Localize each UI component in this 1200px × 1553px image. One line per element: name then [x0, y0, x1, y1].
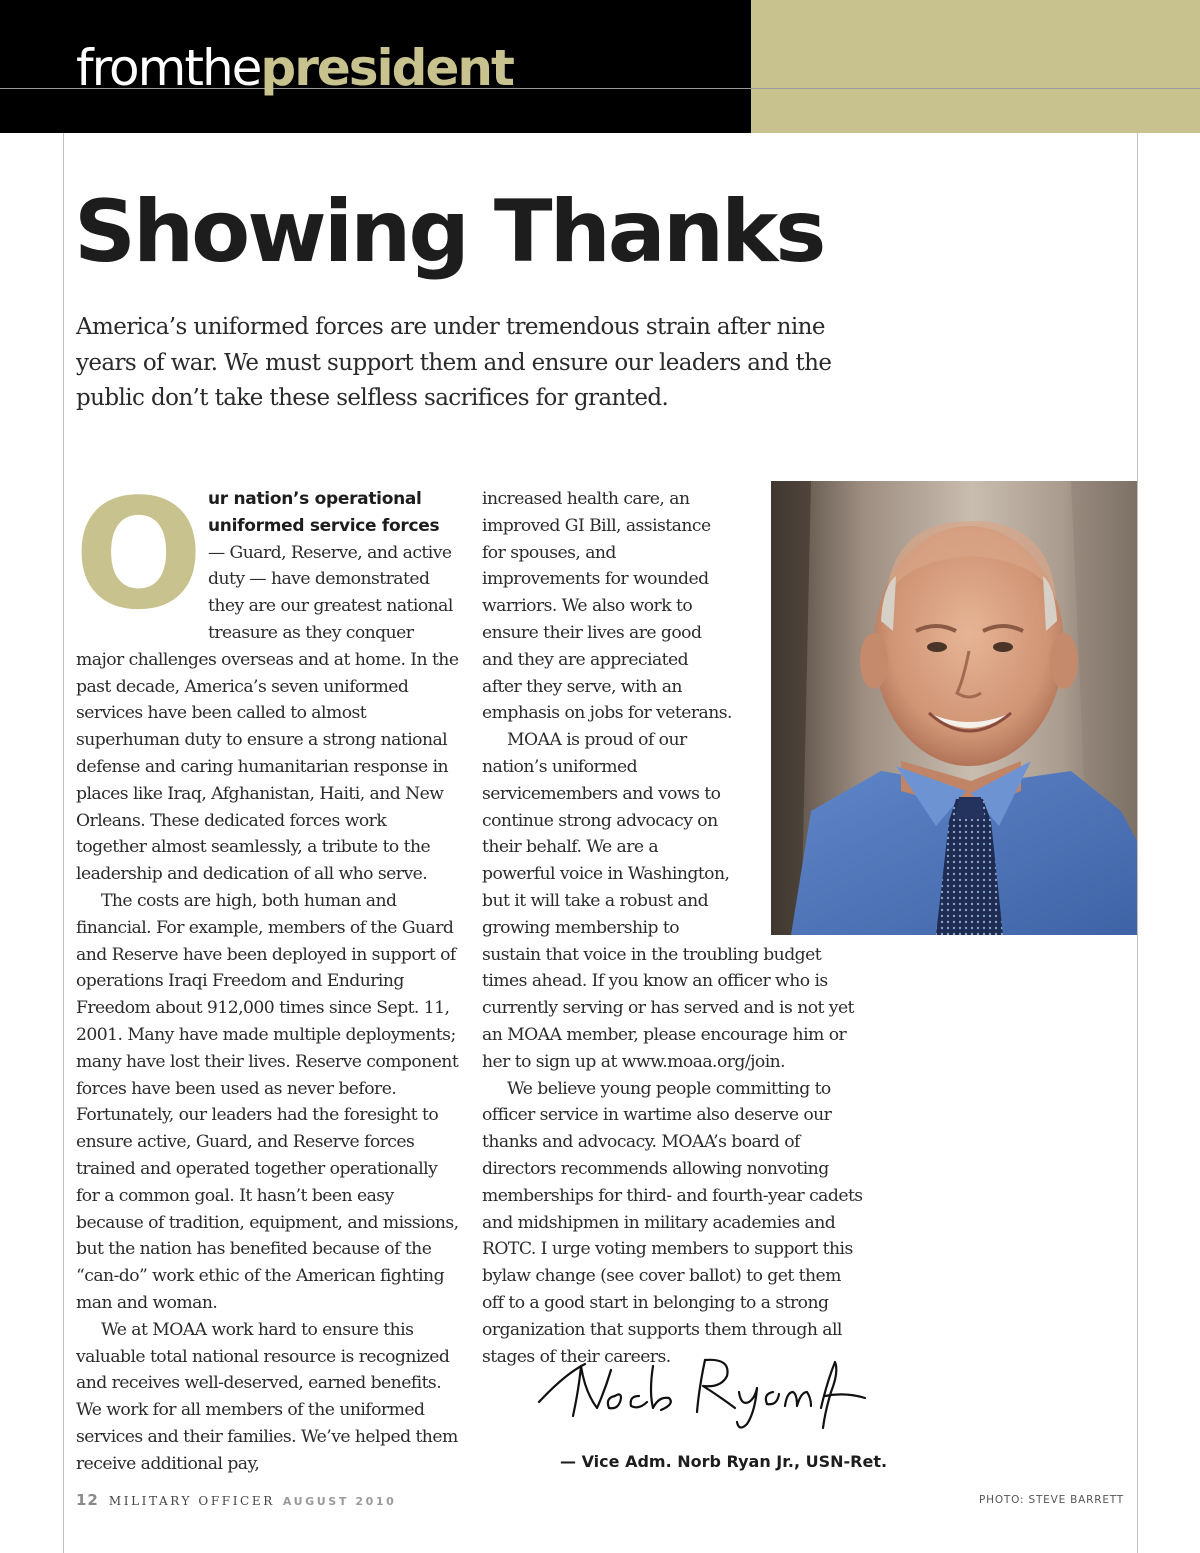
headline: Showing Thanks — [74, 182, 824, 282]
paragraph-text: — Guard, Reserve, and active duty — have demonstrated they are our greatest national treasure as they conquer major challenges overseas and at home. In the past decade, America’s seven uniformed services have been called to almost superhuman duty to ensure a strong national defense and caring humanitarian response in places like Iraq, Afghanistan, Haiti, and New Orleans. These dedicated forces work together almost seamlessly, a tribute to the leadership and dedication of all who serve. — [76, 542, 459, 885]
section-title-bold: president — [260, 39, 513, 97]
byline: — Vice Adm. Norb Ryan Jr., USN-Ret. — [560, 1452, 888, 1471]
magazine-name: MILITARY OFFICER — [108, 1494, 275, 1508]
section-title-light: fromthe — [76, 39, 261, 97]
paragraph: increased health care, an improved GI Bill, assistance for spouses, and improvements for wounded warriors. We also work to ensure their lives are good and they are appreciated after they serve, with an emphasis on jobs for veterans. — [482, 489, 732, 724]
paragraph: We believe young people committing to officer service in wartime also deserve our thanks and advocacy. MOAA’s board of directors recommends allowing nonvoting memberships for third- and fourth-year cadets and midshipmen in military academies and ROTC. I urge voting members to support this bylaw change (see cover ballot) to get them off to a good start in belonging to a strong organization that supports them through all stages of their careers. — [482, 1078, 863, 1367]
issue-date: AUGUST 2010 — [282, 1495, 397, 1508]
article-column-left — [74, 466, 460, 1477]
lead-in: ur nation’s operational uniformed service forces — [208, 489, 440, 536]
page-folio — [76, 1491, 396, 1509]
author-photo — [771, 481, 1137, 935]
deck: America’s uniformed forces are under tremendous strain after nine years of war. We must support them and ensure our leaders and the public don’t take these selfless sacrifices for granted. — [76, 314, 832, 411]
page-frame-left — [63, 133, 64, 1553]
section-title — [76, 36, 513, 100]
photo-credit: PHOTO: STEVE BARRETT — [979, 1494, 1124, 1506]
signature — [535, 1352, 870, 1432]
paragraph: The costs are high, both human and financial. For example, members of the Guard and Reserve have been deployed in support of operations Iraqi Freedom and Enduring Freedom about 912,000 times since Sept. 11, 2001. Many have made multiple deployments; many have lost their lives. Reserve component forces have been used as never before. Fortunately, our leaders had the foresight to ensure active, Guard, and Reserve forces trained and operated together operationally for a common goal. It hasn’t been easy because of tradition, equipment, and missions, but the nation has benefited because of the “can-do” work ethic of the American fighting man and woman. — [76, 890, 459, 1313]
paragraph: MOAA is proud of our nation’s uniformed servicemembers and vows to continue strong advocacy on their behalf. We are a powerful voice in Washington, but it will take a robust and growing membership to sustain that voice in the troubling budget times ahead. If you know an officer who is currently serving or has served and is not yet an MOAA member, please encourage him or her to sign up at www.moaa.org/join. — [482, 730, 854, 1072]
page-number: 12 — [76, 1491, 99, 1509]
paragraph: We at MOAA work hard to ensure this valuable total national resource is recognized and receives well-deserved, earned benefits. We work for all members of the uniformed services and their families. We’ve helped them receive additional pay, — [76, 1319, 458, 1474]
page-frame-right — [1137, 133, 1138, 1553]
first-paragraph — [74, 466, 460, 888]
header-accent-block — [751, 0, 1200, 133]
drop-cap: O — [74, 466, 203, 643]
drop-cap-box — [74, 466, 208, 643]
